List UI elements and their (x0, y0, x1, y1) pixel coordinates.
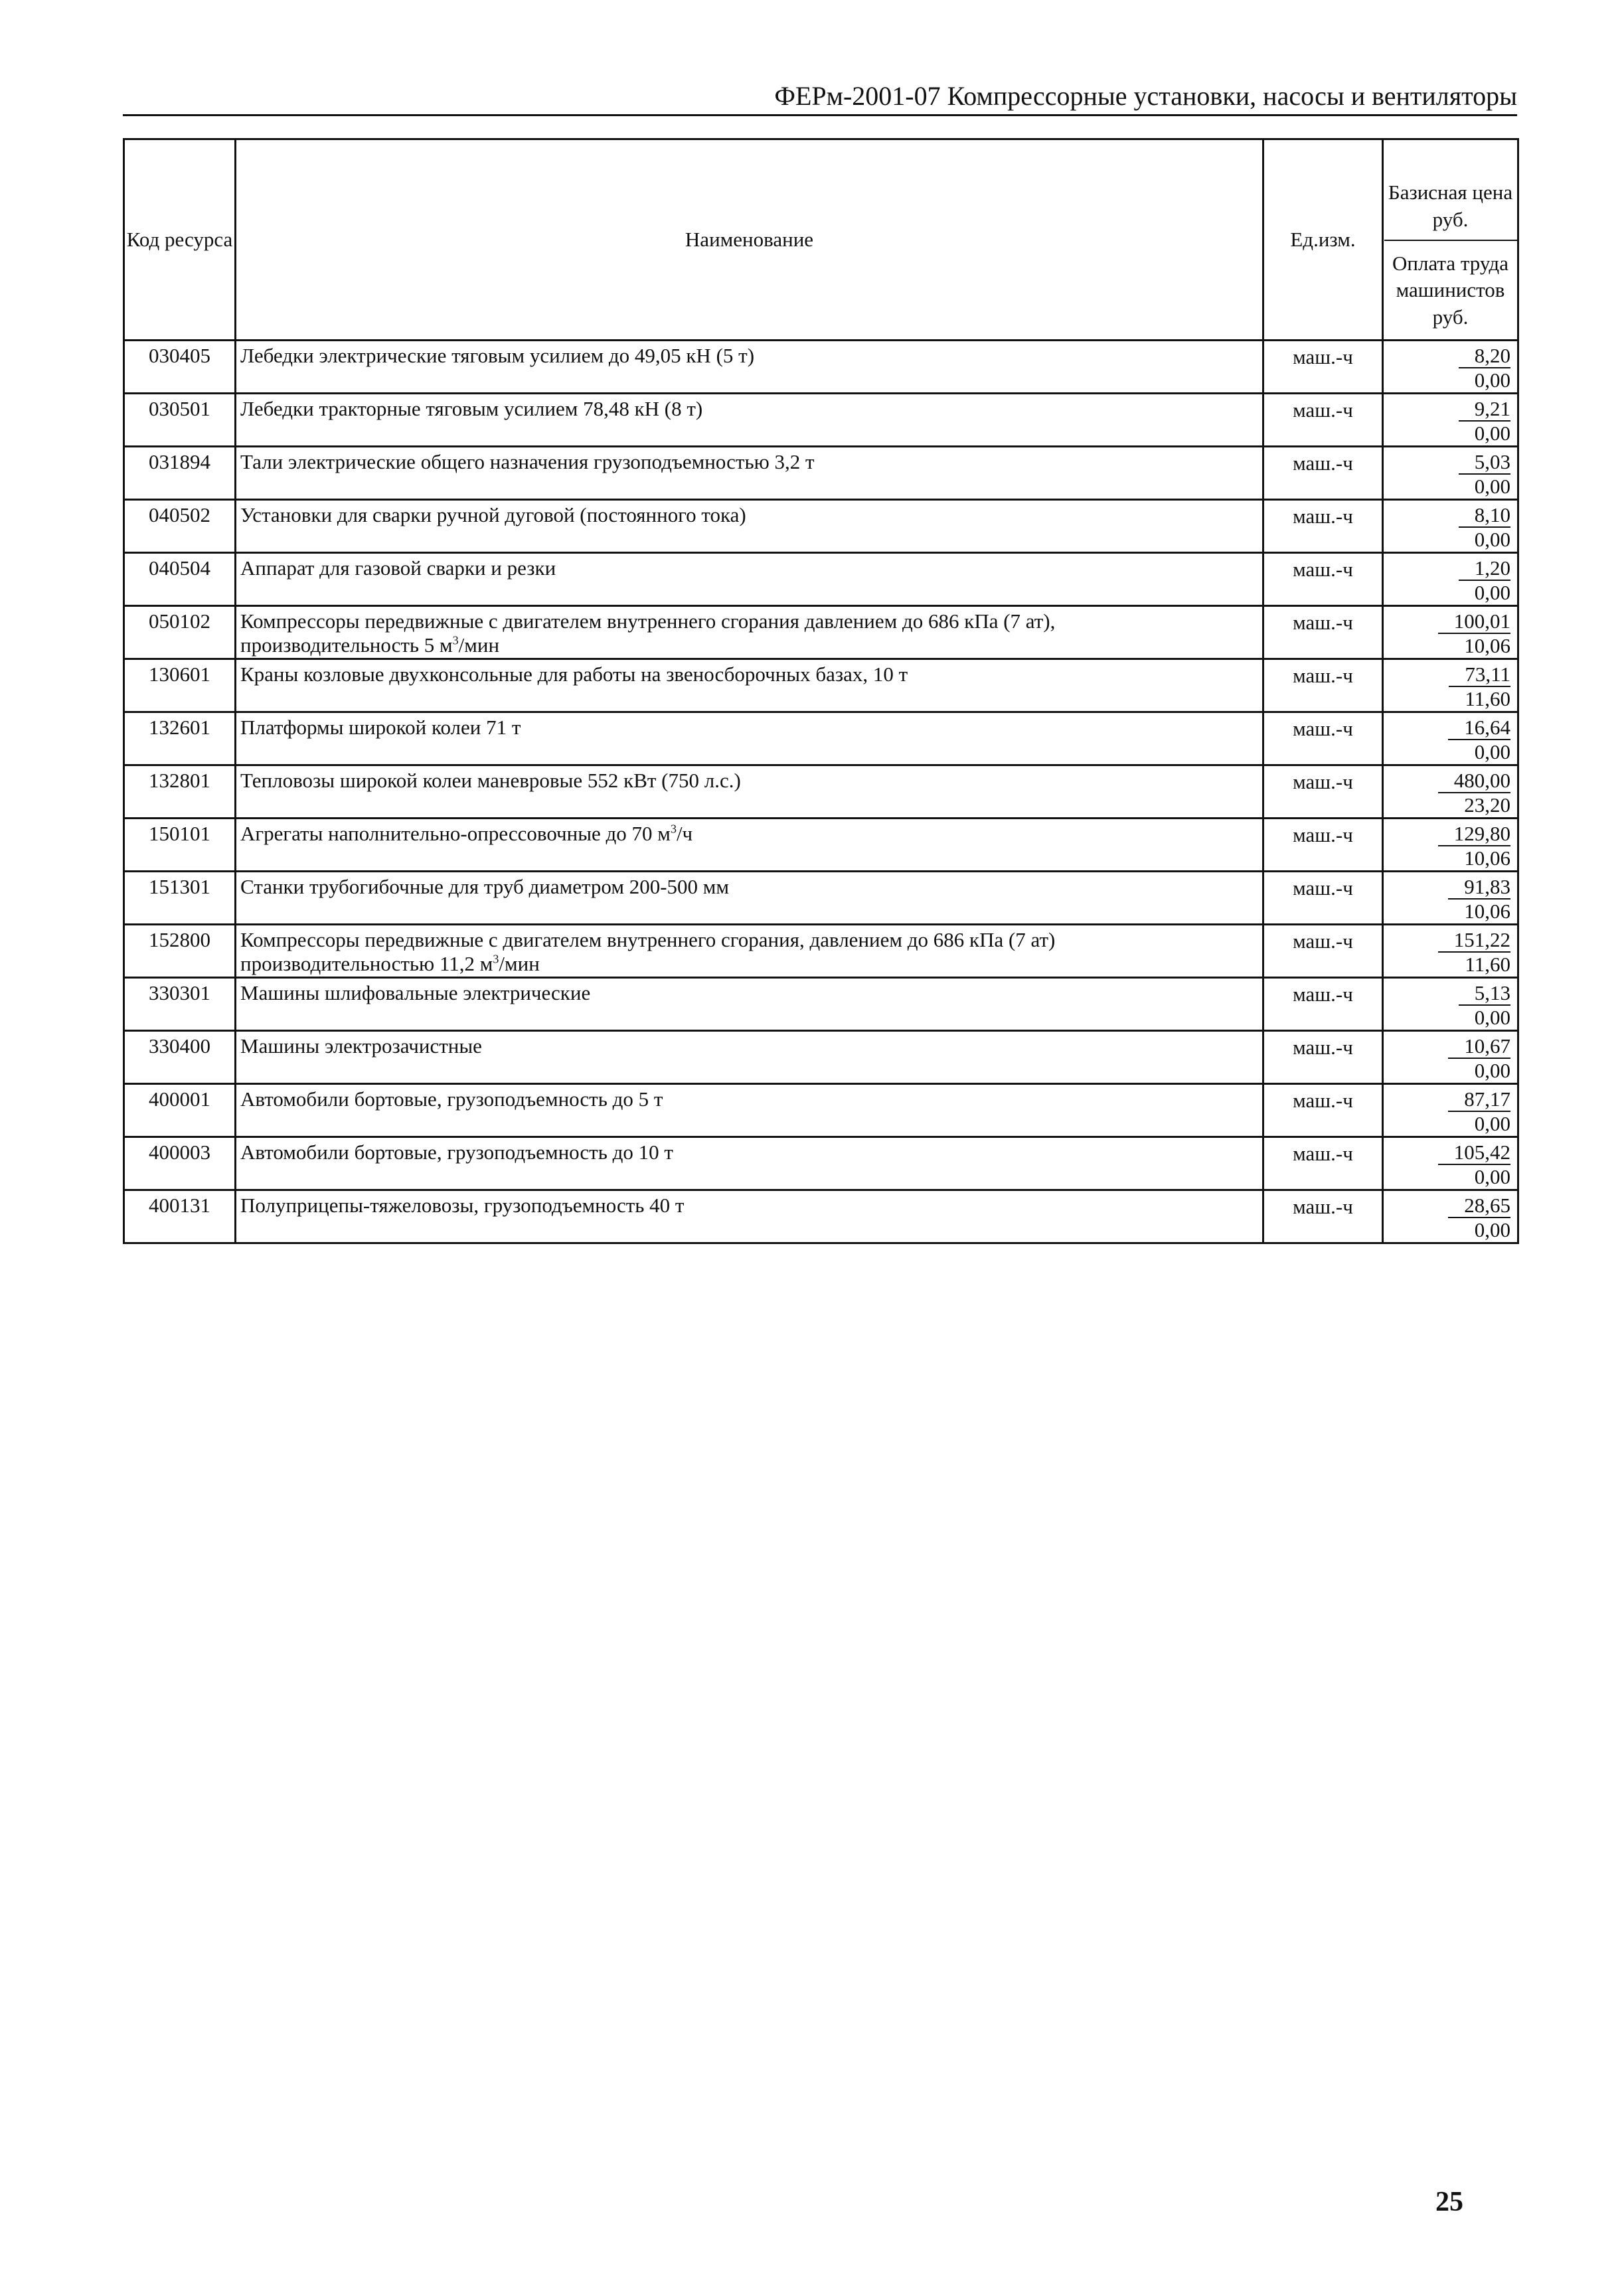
resource-name-line2: производительностью 11,2 м (240, 952, 493, 975)
column-header-operator-pay: Оплата труда машинистов руб. (1392, 252, 1508, 329)
unit-superscript: 3 (670, 822, 677, 836)
page-number: 25 (1435, 2187, 1463, 2217)
price-cell (1383, 447, 1518, 500)
unit-of-measure: маш.-ч (1263, 1190, 1383, 1243)
resource-code: 132801 (124, 765, 236, 819)
base-price: 100,01 (1438, 610, 1510, 634)
unit-suffix: /мин (499, 952, 540, 975)
unit-of-measure: маш.-ч (1263, 553, 1383, 606)
price-cell (1383, 872, 1518, 925)
resource-name (236, 606, 1263, 659)
resource-name-line2: производительность 5 м (240, 633, 453, 657)
base-price: 28,65 (1448, 1194, 1510, 1218)
operator-pay: 0,00 (1474, 1059, 1510, 1082)
operator-pay: 10,06 (1464, 846, 1510, 870)
operator-pay: 0,00 (1474, 368, 1510, 392)
resource-code: 330301 (124, 978, 236, 1031)
resource-name-text: Установки для сварки ручной дуговой (постоянного тока) (240, 503, 746, 526)
price-cell (1383, 978, 1518, 1031)
resource-name (236, 819, 1263, 872)
resource-code: 400131 (124, 1190, 236, 1243)
base-price: 5,03 (1459, 451, 1510, 475)
resource-code: 151301 (124, 872, 236, 925)
resource-name-text: Машины электрозачистные (240, 1034, 482, 1058)
resource-code: 132601 (124, 712, 236, 765)
operator-pay: 11,60 (1465, 953, 1510, 976)
price-cell (1383, 553, 1518, 606)
price-cell (1383, 1031, 1518, 1084)
unit-of-measure: маш.-ч (1263, 819, 1383, 872)
resource-name-text: Полуприцепы-тяжеловозы, грузоподъемность 40 т (240, 1194, 685, 1217)
resource-name (236, 1137, 1263, 1190)
unit-of-measure: маш.-ч (1263, 500, 1383, 553)
resource-code: 040504 (124, 553, 236, 606)
base-price: 73,11 (1449, 663, 1510, 687)
resource-name-text: Машины шлифовальные электрические (240, 981, 591, 1004)
column-header-unit: Ед.изм. (1263, 139, 1383, 341)
operator-pay: 0,00 (1474, 740, 1510, 763)
unit-of-measure: маш.-ч (1263, 712, 1383, 765)
resource-name-text: Автомобили бортовые, грузоподъемность до 10 т (240, 1141, 673, 1164)
operator-pay: 0,00 (1474, 1006, 1510, 1029)
operator-pay: 11,60 (1465, 687, 1510, 710)
unit-of-measure: маш.-ч (1263, 925, 1383, 978)
table-row (124, 553, 1518, 606)
table-row (124, 1084, 1518, 1137)
unit-of-measure: маш.-ч (1263, 1137, 1383, 1190)
table-row (124, 925, 1518, 978)
base-price: 9,21 (1459, 398, 1510, 422)
unit-of-measure: маш.-ч (1263, 872, 1383, 925)
operator-pay: 0,00 (1474, 1165, 1510, 1188)
column-header-name: Наименование (236, 139, 1263, 341)
operator-pay: 0,00 (1474, 1218, 1510, 1241)
resource-name-text: Автомобили бортовые, грузоподъемность до 5 т (240, 1087, 663, 1111)
price-cell (1383, 1190, 1518, 1243)
resource-table (123, 138, 1519, 1244)
table-row (124, 1137, 1518, 1190)
price-cell (1383, 606, 1518, 659)
price-cell (1383, 659, 1518, 712)
resource-name-text: Аппарат для газовой сварки и резки (240, 556, 556, 580)
resource-code: 150101 (124, 819, 236, 872)
resource-name (236, 925, 1263, 978)
base-price: 129,80 (1438, 823, 1510, 846)
unit-of-measure: маш.-ч (1263, 659, 1383, 712)
table-row (124, 765, 1518, 819)
unit-of-measure: маш.-ч (1263, 1031, 1383, 1084)
unit-of-measure: маш.-ч (1263, 606, 1383, 659)
base-price: 1,20 (1459, 557, 1510, 581)
resource-code: 130601 (124, 659, 236, 712)
table-row (124, 500, 1518, 553)
resource-code: 030501 (124, 394, 236, 447)
resource-name (236, 659, 1263, 712)
operator-pay: 23,20 (1464, 793, 1510, 817)
table-row (124, 606, 1518, 659)
resource-name-text: Тали электрические общего назначения грузоподъемностью 3,2 т (240, 450, 815, 473)
column-header-base-price: Базисная цена руб. (1388, 181, 1513, 231)
resource-name-text: Тепловозы широкой колеи маневровые 552 кВт (750 л.с.) (240, 769, 741, 792)
table-row (124, 978, 1518, 1031)
resource-code: 031894 (124, 447, 236, 500)
resource-code: 030405 (124, 341, 236, 394)
unit-superscript: 3 (452, 633, 459, 647)
table-header-row (124, 139, 1518, 341)
resource-code: 050102 (124, 606, 236, 659)
resource-name (236, 553, 1263, 606)
price-cell (1383, 765, 1518, 819)
resource-code: 040502 (124, 500, 236, 553)
unit-superscript: 3 (493, 952, 499, 966)
resource-name-text: Агрегаты наполнительно-опрессовочные до 70 м (240, 822, 671, 845)
resource-name (236, 500, 1263, 553)
price-cell (1383, 712, 1518, 765)
table-body (124, 341, 1518, 1243)
table-row (124, 394, 1518, 447)
operator-pay: 0,00 (1474, 475, 1510, 498)
operator-pay: 0,00 (1474, 528, 1510, 551)
resource-code: 400001 (124, 1084, 236, 1137)
unit-of-measure: маш.-ч (1263, 447, 1383, 500)
base-price: 8,10 (1459, 504, 1510, 528)
table-row (124, 1190, 1518, 1243)
resource-name-line1: Компрессоры передвижные с двигателем внутреннего сгорания давлением до 686 кПа (7 ат), (240, 609, 1056, 633)
table-row (124, 447, 1518, 500)
base-price: 151,22 (1438, 929, 1510, 953)
base-price: 8,20 (1459, 345, 1510, 368)
resource-name-text: Станки трубогибочные для труб диаметром 200-500 мм (240, 875, 730, 898)
price-cell (1383, 394, 1518, 447)
operator-pay: 0,00 (1474, 1112, 1510, 1135)
resource-name (236, 1084, 1263, 1137)
resource-name (236, 765, 1263, 819)
resource-code: 152800 (124, 925, 236, 978)
base-price: 91,83 (1448, 876, 1510, 900)
page-header (123, 73, 1517, 116)
unit-of-measure: маш.-ч (1263, 1084, 1383, 1137)
resource-name-text: Лебедки тракторные тяговым усилием 78,48 кН (8 т) (240, 397, 703, 420)
resource-name (236, 394, 1263, 447)
operator-pay: 0,00 (1474, 422, 1510, 445)
resource-name-line1: Компрессоры передвижные с двигателем внутреннего сгорания, давлением до 686 кПа (7 ат) (240, 928, 1056, 951)
operator-pay: 10,06 (1464, 900, 1510, 923)
base-price: 105,42 (1438, 1141, 1510, 1165)
base-price: 5,13 (1459, 982, 1510, 1006)
price-cell (1383, 500, 1518, 553)
resource-code: 400003 (124, 1137, 236, 1190)
resource-code: 330400 (124, 1031, 236, 1084)
table-row (124, 341, 1518, 394)
resource-name (236, 1190, 1263, 1243)
resource-name (236, 978, 1263, 1031)
table-row (124, 712, 1518, 765)
resource-name-text: Платформы широкой колеи 71 т (240, 716, 521, 739)
table-row (124, 819, 1518, 872)
base-price: 87,17 (1448, 1088, 1510, 1112)
table-row (124, 872, 1518, 925)
unit-suffix: /мин (458, 633, 500, 657)
unit-suffix: /ч (676, 822, 693, 845)
unit-of-measure: маш.-ч (1263, 341, 1383, 394)
column-header-code: Код ресурса (124, 139, 236, 341)
base-price: 16,64 (1448, 716, 1510, 740)
price-cell (1383, 925, 1518, 978)
operator-pay: 10,06 (1464, 634, 1510, 657)
resource-name (236, 447, 1263, 500)
unit-of-measure: маш.-ч (1263, 978, 1383, 1031)
base-price: 480,00 (1438, 769, 1510, 793)
column-header-price (1383, 139, 1518, 341)
price-cell (1383, 1137, 1518, 1190)
unit-of-measure: маш.-ч (1263, 765, 1383, 819)
price-cell (1383, 341, 1518, 394)
operator-pay: 0,00 (1474, 581, 1510, 604)
document-title: ФЕРм-2001-07 Компрессорные установки, насосы и вентиляторы (774, 81, 1517, 111)
resource-name (236, 712, 1263, 765)
table-row (124, 659, 1518, 712)
resource-name-text: Краны козловые двухконсольные для работы на звеносборочных базах, 10 т (240, 663, 908, 686)
resource-name (236, 872, 1263, 925)
resource-name (236, 1031, 1263, 1084)
resource-name (236, 341, 1263, 394)
price-cell (1383, 819, 1518, 872)
table-row (124, 1031, 1518, 1084)
resource-name-text: Лебедки электрические тяговым усилием до 49,05 кН (5 т) (240, 344, 755, 367)
price-cell (1383, 1084, 1518, 1137)
base-price: 10,67 (1448, 1035, 1510, 1059)
unit-of-measure: маш.-ч (1263, 394, 1383, 447)
